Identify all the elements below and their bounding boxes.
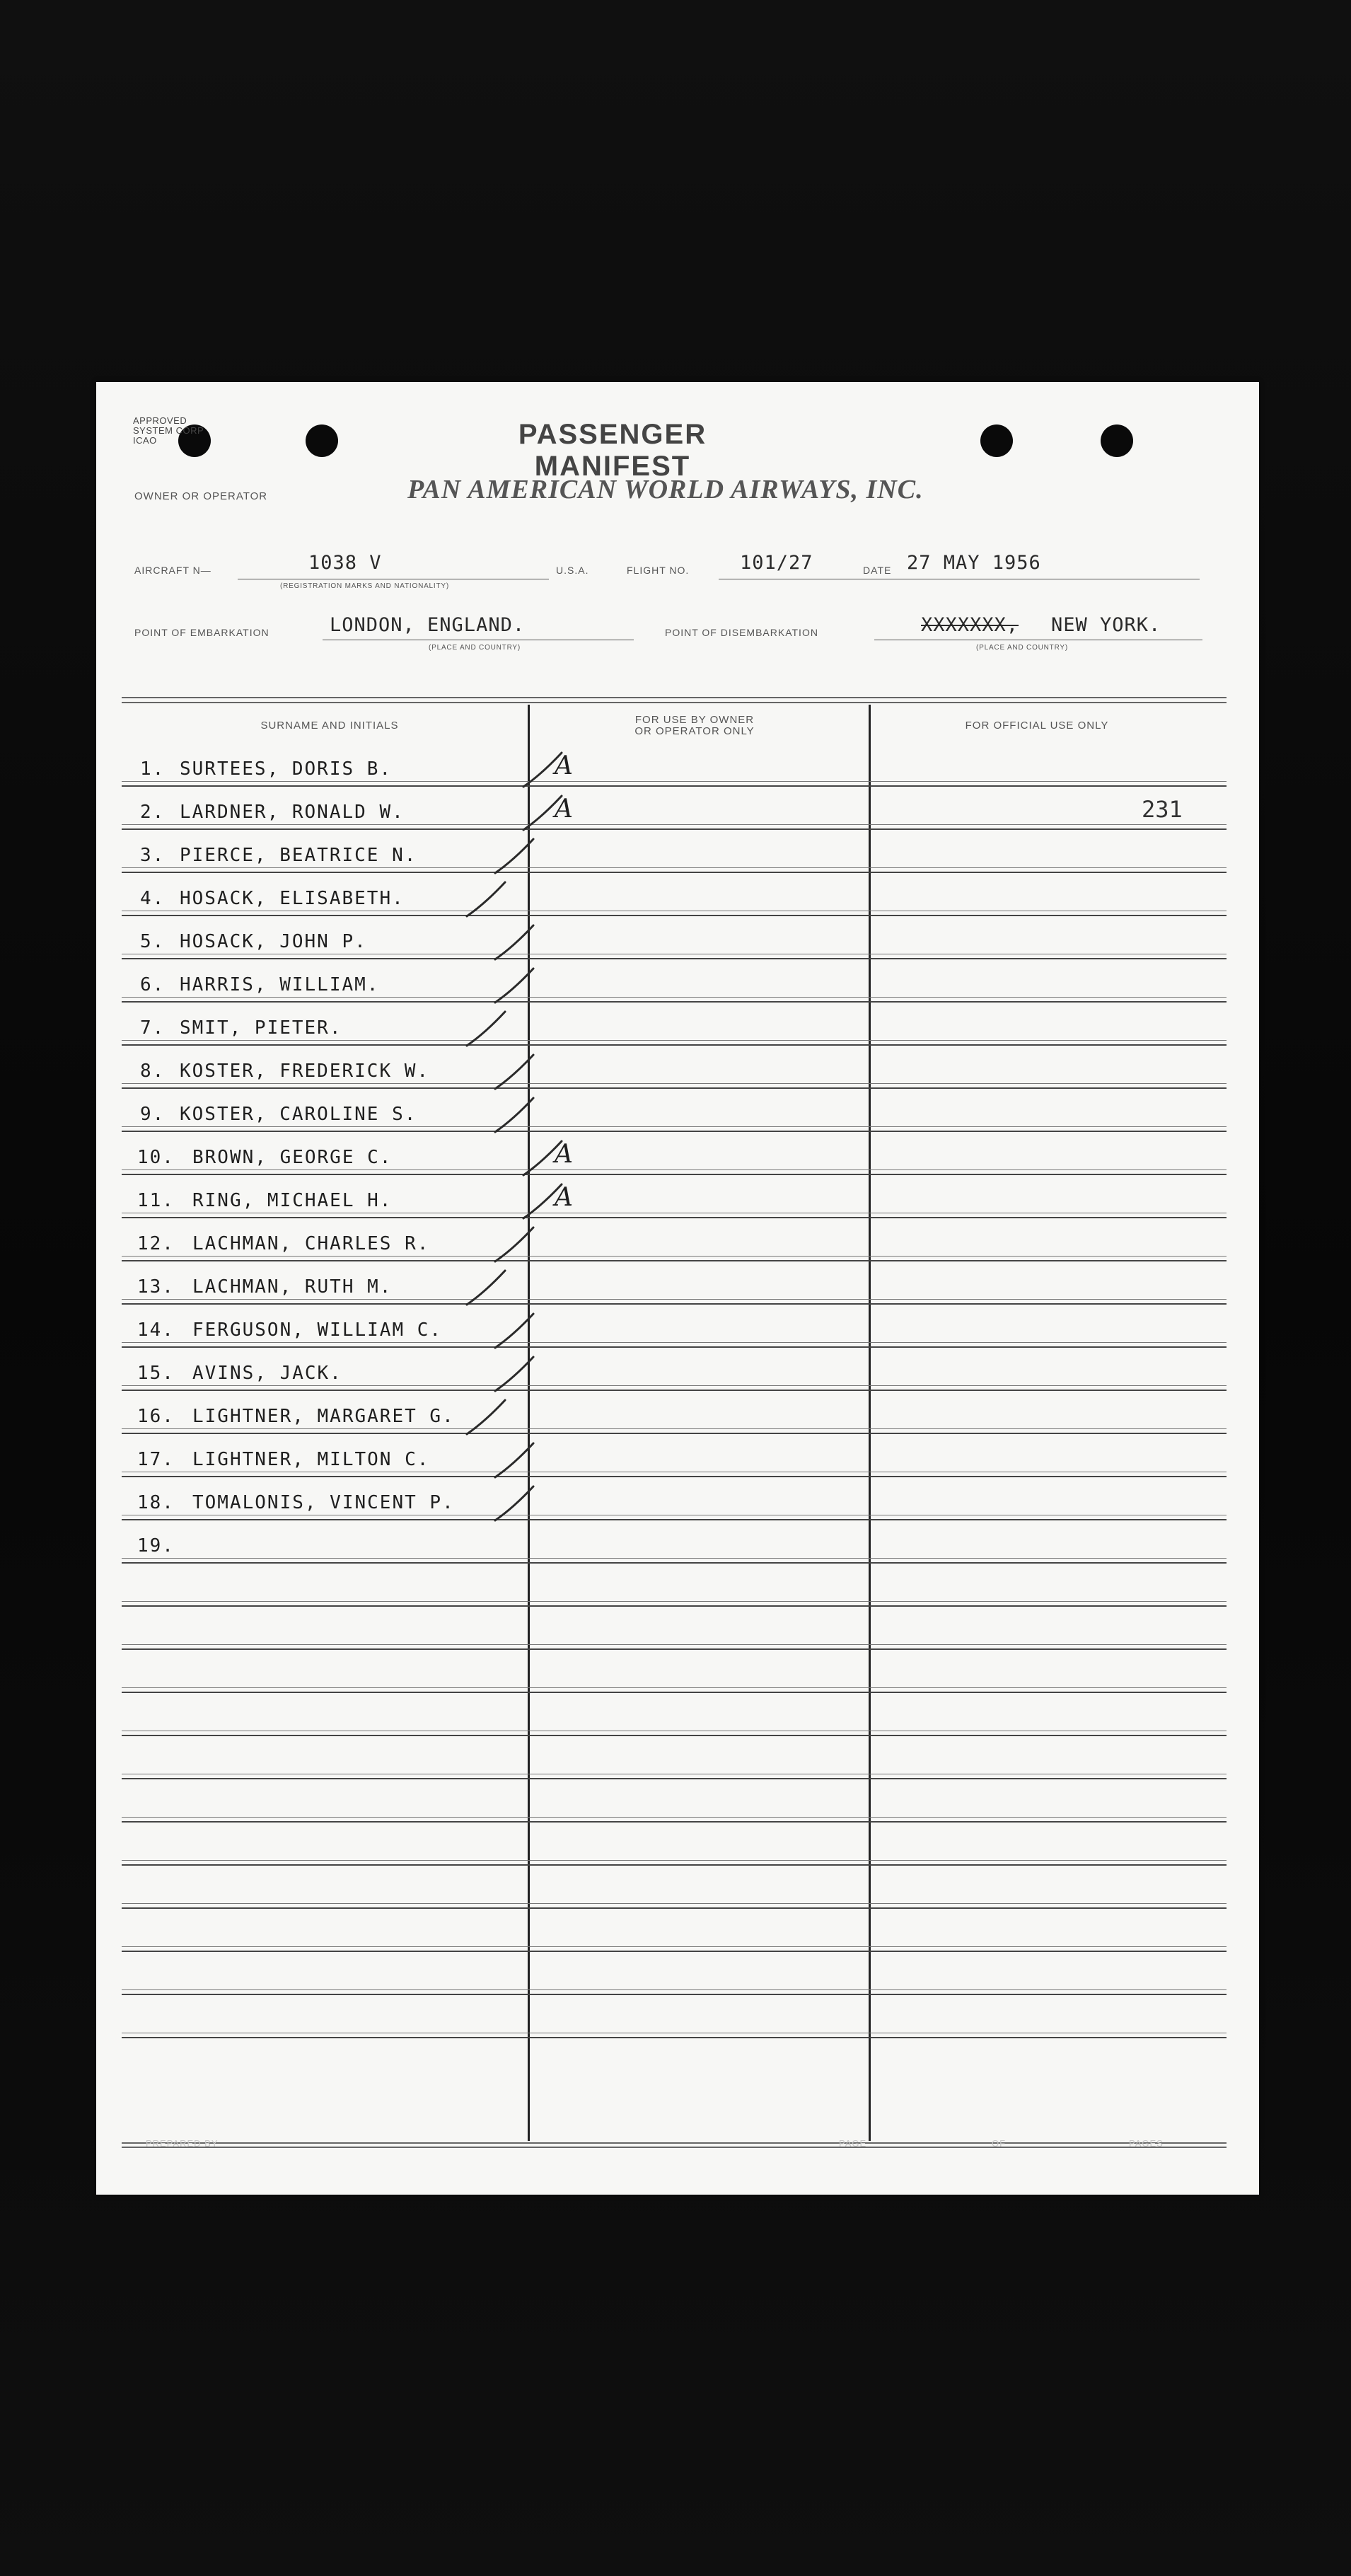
punch-hole bbox=[980, 424, 1013, 457]
table-top-rule bbox=[122, 697, 1227, 698]
row-number: 9. bbox=[140, 1104, 166, 1125]
row-rule bbox=[122, 1256, 1227, 1257]
row-number: 16. bbox=[137, 1406, 175, 1427]
carrier-name: PAN AMERICAN WORLD AIRWAYS, INC. bbox=[407, 475, 924, 504]
date-label: DATE bbox=[863, 565, 892, 576]
aircraft-label: AIRCRAFT N— bbox=[134, 565, 211, 576]
check-stroke bbox=[495, 1443, 533, 1477]
embarkation-label: POINT OF EMBARKATION bbox=[134, 627, 269, 638]
row-rule bbox=[122, 781, 1227, 782]
check-mark-icon bbox=[492, 1051, 549, 1093]
column-header-owner-use-line2: OR OPERATOR ONLY bbox=[634, 725, 755, 737]
row-rule bbox=[122, 1907, 1227, 1909]
check-mark-icon bbox=[492, 835, 549, 877]
table-bottom-rule bbox=[122, 2142, 1227, 2144]
row-rule bbox=[122, 1260, 1227, 1261]
row-rule bbox=[122, 1476, 1227, 1477]
check-stroke bbox=[495, 1357, 533, 1391]
registration-note: (REGISTRATION MARKS AND NATIONALITY) bbox=[280, 582, 450, 590]
passenger-name: KOSTER, CAROLINE S. bbox=[180, 1104, 417, 1125]
embarkation-note: (PLACE AND COUNTRY) bbox=[429, 644, 521, 652]
row-rule bbox=[122, 1951, 1227, 1952]
row-rule bbox=[122, 1860, 1227, 1861]
check-stroke bbox=[495, 1055, 533, 1089]
row-rule bbox=[122, 1946, 1227, 1947]
row-number: 2. bbox=[140, 802, 166, 823]
row-rule bbox=[122, 1044, 1227, 1046]
row-rule bbox=[122, 1692, 1227, 1693]
check-mark-icon bbox=[492, 964, 549, 1007]
row-number: 18. bbox=[137, 1492, 175, 1513]
check-mark-icon bbox=[492, 1094, 549, 1136]
footer-prepared-by: PREPARED BY bbox=[146, 2138, 219, 2149]
row-number: 7. bbox=[140, 1017, 166, 1039]
row-rule bbox=[122, 1131, 1227, 1132]
check-mark-icon bbox=[464, 1007, 521, 1050]
check-mark-icon bbox=[492, 1310, 549, 1352]
column-divider bbox=[528, 705, 530, 2141]
row-rule bbox=[122, 1087, 1227, 1089]
check-mark-icon bbox=[464, 1266, 521, 1309]
disembarkation-label: POINT OF DISEMBARKATION bbox=[665, 627, 818, 638]
row-number: 13. bbox=[137, 1276, 175, 1298]
row-rule bbox=[122, 1864, 1227, 1866]
manifest-sheet bbox=[96, 382, 1259, 2195]
approval-note: APPROVED SYSTEM CORP ICAO bbox=[133, 415, 204, 446]
column-header-owner-use-line1: FOR USE BY OWNER bbox=[634, 714, 755, 726]
footer-of: OF bbox=[992, 2138, 1007, 2149]
row-rule bbox=[122, 958, 1227, 959]
annotation-a: A bbox=[555, 795, 574, 824]
row-rule bbox=[122, 1342, 1227, 1343]
column-header-official: FOR OFFICIAL USE ONLY bbox=[965, 720, 1109, 732]
row-rule bbox=[122, 1601, 1227, 1602]
row-rule bbox=[122, 1687, 1227, 1688]
passenger-name: HARRIS, WILLIAM. bbox=[180, 974, 380, 995]
owner-label: OWNER OR OPERATOR bbox=[134, 490, 268, 502]
row-rule bbox=[122, 1040, 1227, 1041]
row-number: 11. bbox=[137, 1190, 175, 1211]
check-stroke bbox=[495, 969, 533, 1003]
row-rule bbox=[122, 1778, 1227, 1779]
row-number: 1. bbox=[140, 758, 166, 780]
footer-pages: PAGES bbox=[1129, 2138, 1164, 2149]
check-stroke bbox=[495, 925, 533, 959]
row-rule bbox=[122, 1989, 1227, 1990]
row-number: 3. bbox=[140, 845, 166, 866]
row-rule bbox=[122, 828, 1227, 830]
row-rule bbox=[122, 1648, 1227, 1650]
check-mark-icon bbox=[492, 1482, 549, 1525]
row-rule bbox=[122, 1169, 1227, 1170]
check-stroke bbox=[495, 1228, 533, 1261]
check-stroke bbox=[467, 1400, 505, 1434]
row-number: 17. bbox=[137, 1449, 175, 1470]
check-stroke bbox=[467, 882, 505, 916]
row-rule bbox=[122, 1817, 1227, 1818]
check-stroke bbox=[467, 1271, 505, 1305]
disembarkation-note: (PLACE AND COUNTRY) bbox=[976, 644, 1069, 652]
passenger-name: BROWN, GEORGE C. bbox=[192, 1147, 393, 1168]
row-rule bbox=[122, 1428, 1227, 1429]
column-header-names: SURNAME AND INITIALS bbox=[260, 720, 399, 732]
check-mark-icon bbox=[464, 1396, 521, 1438]
usa-label: U.S.A. bbox=[556, 565, 589, 576]
row-rule bbox=[122, 1821, 1227, 1823]
row-rule bbox=[122, 1605, 1227, 1607]
row-rule bbox=[122, 1299, 1227, 1300]
disembarkation-value: NEW YORK. bbox=[1051, 614, 1161, 636]
row-rule bbox=[122, 1083, 1227, 1084]
check-mark-icon bbox=[492, 1353, 549, 1395]
punch-hole bbox=[306, 424, 338, 457]
row-rule bbox=[122, 1994, 1227, 1995]
row-number: 5. bbox=[140, 931, 166, 952]
flight-value: 101/27 bbox=[740, 552, 813, 574]
row-rule bbox=[122, 872, 1227, 873]
row-rule bbox=[122, 1562, 1227, 1564]
passenger-name: TOMALONIS, VINCENT P. bbox=[192, 1492, 455, 1513]
row-rule bbox=[122, 1558, 1227, 1559]
official-number: 231 bbox=[1142, 796, 1183, 823]
passenger-name: LACHMAN, RUTH M. bbox=[192, 1276, 393, 1298]
passenger-name: LARDNER, RONALD W. bbox=[180, 802, 405, 823]
row-number: 10. bbox=[137, 1147, 175, 1168]
row-rule bbox=[122, 1001, 1227, 1003]
row-rule bbox=[122, 1903, 1227, 1904]
row-rule bbox=[122, 867, 1227, 868]
row-rule bbox=[122, 1174, 1227, 1175]
row-rule bbox=[122, 1433, 1227, 1434]
check-stroke bbox=[467, 1012, 505, 1046]
column-header-owner-use bbox=[525, 715, 864, 737]
check-mark-icon bbox=[492, 1223, 549, 1266]
row-number: 4. bbox=[140, 888, 166, 909]
row-rule bbox=[122, 1644, 1227, 1645]
embarkation-value: LONDON, ENGLAND. bbox=[330, 614, 526, 636]
passenger-name: AVINS, JACK. bbox=[192, 1363, 342, 1384]
punch-hole bbox=[1101, 424, 1133, 457]
row-number: 15. bbox=[137, 1363, 175, 1384]
passenger-name: RING, MICHAEL H. bbox=[192, 1190, 393, 1211]
passenger-name: LIGHTNER, MILTON C. bbox=[192, 1449, 430, 1470]
form-title: PASSENGER MANIFEST bbox=[518, 419, 707, 482]
row-rule bbox=[122, 785, 1227, 787]
row-number: 12. bbox=[137, 1233, 175, 1254]
annotation-a: A bbox=[555, 1140, 574, 1169]
flight-label: FLIGHT NO. bbox=[627, 565, 690, 576]
table-top-rule bbox=[122, 702, 1227, 703]
row-rule bbox=[122, 824, 1227, 825]
annotation-a: A bbox=[555, 751, 574, 780]
footer-page: PAGE bbox=[839, 2138, 867, 2149]
check-stroke bbox=[495, 1098, 533, 1132]
passenger-name: HOSACK, JOHN P. bbox=[180, 931, 367, 952]
check-mark-icon bbox=[492, 921, 549, 964]
row-rule bbox=[122, 1346, 1227, 1348]
row-rule bbox=[122, 1385, 1227, 1386]
row-rule bbox=[122, 1126, 1227, 1127]
row-rule bbox=[122, 1217, 1227, 1218]
passenger-name: LACHMAN, CHARLES R. bbox=[192, 1233, 430, 1254]
passenger-name: SMIT, PIETER. bbox=[180, 1017, 342, 1039]
check-mark-icon bbox=[492, 1439, 549, 1482]
table-bottom-rule bbox=[122, 2147, 1227, 2148]
passenger-name: PIERCE, BEATRICE N. bbox=[180, 845, 417, 866]
row-number: 6. bbox=[140, 974, 166, 995]
annotation-a: A bbox=[555, 1183, 574, 1212]
row-rule bbox=[122, 1303, 1227, 1305]
passenger-name: SURTEES, DORIS B. bbox=[180, 758, 393, 780]
row-rule bbox=[122, 997, 1227, 998]
row-number: 14. bbox=[137, 1319, 175, 1341]
row-rule bbox=[122, 1390, 1227, 1391]
row-rule bbox=[122, 915, 1227, 916]
passenger-name: FERGUSON, WILLIAM C. bbox=[192, 1319, 443, 1341]
disembarkation-struck: XXXXXXX, bbox=[921, 614, 1019, 636]
row-rule bbox=[122, 2037, 1227, 2038]
date-value: 27 MAY 1956 bbox=[907, 552, 1041, 574]
check-stroke bbox=[495, 839, 533, 873]
passenger-name: HOSACK, ELISABETH. bbox=[180, 888, 405, 909]
passenger-name: KOSTER, FREDERICK W. bbox=[180, 1061, 430, 1082]
row-number: 8. bbox=[140, 1061, 166, 1082]
check-stroke bbox=[495, 1486, 533, 1520]
row-number: 19. bbox=[137, 1535, 175, 1556]
passenger-name: LIGHTNER, MARGARET G. bbox=[192, 1406, 455, 1427]
column-divider bbox=[869, 705, 871, 2141]
row-rule bbox=[122, 1735, 1227, 1736]
check-stroke bbox=[495, 1314, 533, 1348]
row-rule bbox=[122, 1519, 1227, 1520]
check-mark-icon bbox=[464, 878, 521, 920]
aircraft-value: 1038 V bbox=[308, 552, 382, 574]
